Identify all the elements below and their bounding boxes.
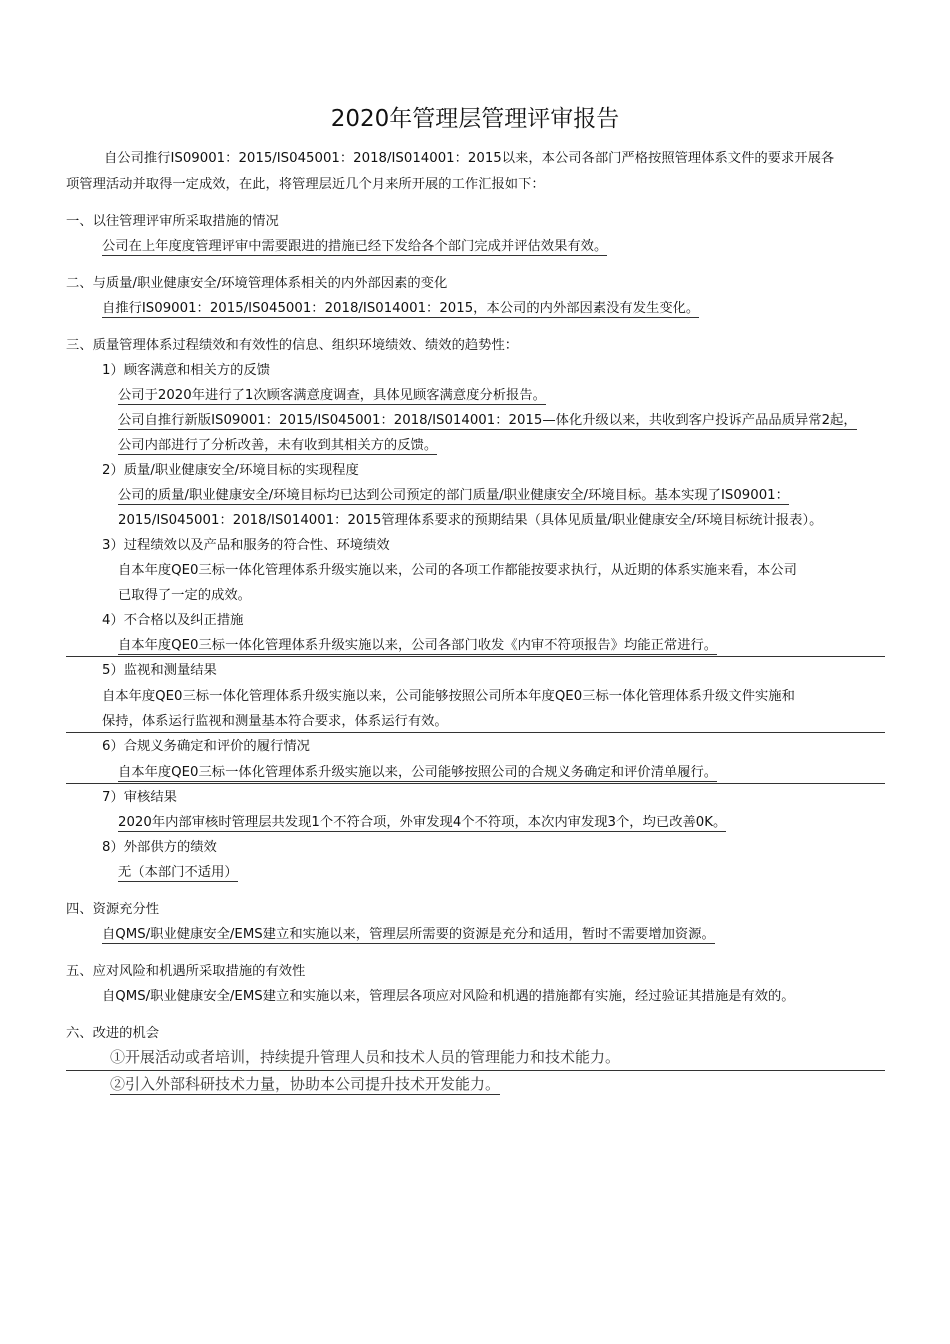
item-2-line-2: 2015/IS045001：2018/IS014001：2015管理体系要求的预期结果（具体见质量/职业健康安全/环境目标统计报表）。 bbox=[118, 513, 823, 528]
item-6-line-1: 自本年度QE0三标一体化管理体系升级实施以来，公司能够按照公司的合规义务确定和评价清单履行。 bbox=[118, 766, 717, 782]
divider-line bbox=[66, 656, 885, 657]
improvement-2: ②引入外部科研技术力量，协助本公司提升技术开发能力。 bbox=[110, 1075, 501, 1093]
item-3-label: 3）过程绩效以及产品和服务的符合性、环境绩效 bbox=[102, 538, 390, 553]
section-5-text: 自QMS/职业健康安全/EMS建立和实施以来，管理层各项应对风险和机遇的措施都有实施，经过验证其措施是有效的。 bbox=[102, 989, 795, 1004]
divider-line bbox=[66, 1070, 885, 1071]
divider-line bbox=[66, 732, 885, 733]
item-6-label: 6）合规义务确定和评价的履行情况 bbox=[102, 739, 310, 754]
section-4-text: 自QMS/职业健康安全/EMS建立和实施以来，管理层所需要的资源是充分和适用，暂时不需要增加资源。 bbox=[102, 928, 715, 944]
item-2-label: 2）质量/职业健康安全/环境目标的实现程度 bbox=[102, 463, 359, 478]
item-3-line-2: 已取得了一定的成效。 bbox=[118, 588, 251, 603]
item-5-line-1: 自本年度QE0三标一体化管理体系升级实施以来，公司能够按照公司所本年度QE0三标一体化管理体系升级文件实施和 bbox=[102, 689, 795, 704]
section-2-text: 自推行IS09001：2015/IS045001：2018/IS014001：2015，本公司的内外部因素没有发生变化。 bbox=[102, 302, 699, 318]
section-5-heading: 五、应对风险和机遇所采取措施的有效性 bbox=[66, 964, 306, 979]
section-3-heading: 三、质量管理体系过程绩效和有效性的信息、组织环境绩效、绩效的趋势性： bbox=[66, 338, 519, 353]
item-5-line-2: 保持，体系运行监视和测量基本符合要求，体系运行有效。 bbox=[102, 714, 448, 729]
item-4-label: 4）不合格以及纠正措施 bbox=[102, 613, 244, 628]
section-1-heading: 一、以往管理评审所采取措施的情况 bbox=[66, 214, 279, 229]
intro-line-2: 项管理活动并取得一定成效，在此，将管理层近几个月来所开展的工作汇报如下： bbox=[66, 177, 545, 192]
item-1-line-1: 公司于2020年进行了1次顾客满意度调查，具体见顾客满意度分析报告。 bbox=[118, 389, 546, 405]
section-1-text: 公司在上年度度管理评审中需要跟进的措施已经下发给各个部门完成并评估效果有效。 bbox=[102, 240, 607, 256]
intro-line-1: 自公司推行IS09001：2015/IS045001：2018/IS014001：2015以来，本公司各部门严格按照管理体系文件的要求开展各 bbox=[104, 151, 835, 166]
section-4-heading: 四、资源充分性 bbox=[66, 902, 160, 917]
section-2-heading: 二、与质量/职业健康安全/环境管理体系相关的内外部因素的变化 bbox=[66, 276, 448, 291]
item-4-line-1: 自本年度QE0三标一体化管理体系升级实施以来，公司各部门收发《内审不符项报告》均能正常进行。 bbox=[118, 639, 717, 655]
item-1-line-3: 公司内部进行了分析改善，未有收到其相关方的反馈。 bbox=[118, 439, 437, 455]
item-8-line-1: 无（本部门不适用） bbox=[118, 866, 238, 882]
divider-line bbox=[66, 783, 885, 784]
item-7-line-1: 2020年内部审核时管理层共发现1个不符合项，外审发现4个不符项，本次内审发现3个，均已改善0K。 bbox=[118, 816, 726, 832]
item-3-line-1: 自本年度QE0三标一体化管理体系升级实施以来，公司的各项工作都能按要求执行，从近期的体系实施来看，本公司 bbox=[118, 563, 797, 578]
improvement-1: ①开展活动或者培训，持续提升管理人员和技术人员的管理能力和技术能力。 bbox=[110, 1048, 621, 1066]
item-1-line-2: 公司自推行新版IS09001：2015/IS045001：2018/IS014001：2015—体化升级以来，共收到客户投诉产品品质异常2起， bbox=[118, 414, 857, 430]
section-6-heading: 六、改进的机会 bbox=[66, 1026, 160, 1041]
item-1-label: 1）顾客满意和相关方的反馈 bbox=[102, 363, 271, 378]
item-8-label: 8）外部供方的绩效 bbox=[102, 840, 217, 855]
page-title: 2020年管理层管理评审报告 bbox=[330, 106, 620, 132]
item-2-line-1: 公司的质量/职业健康安全/环境目标均已达到公司预定的部门质量/职业健康安全/环境目标。基本实现了IS09001： bbox=[118, 489, 789, 505]
item-5-label: 5）监视和测量结果 bbox=[102, 663, 217, 678]
item-7-label: 7）审核结果 bbox=[102, 790, 177, 805]
